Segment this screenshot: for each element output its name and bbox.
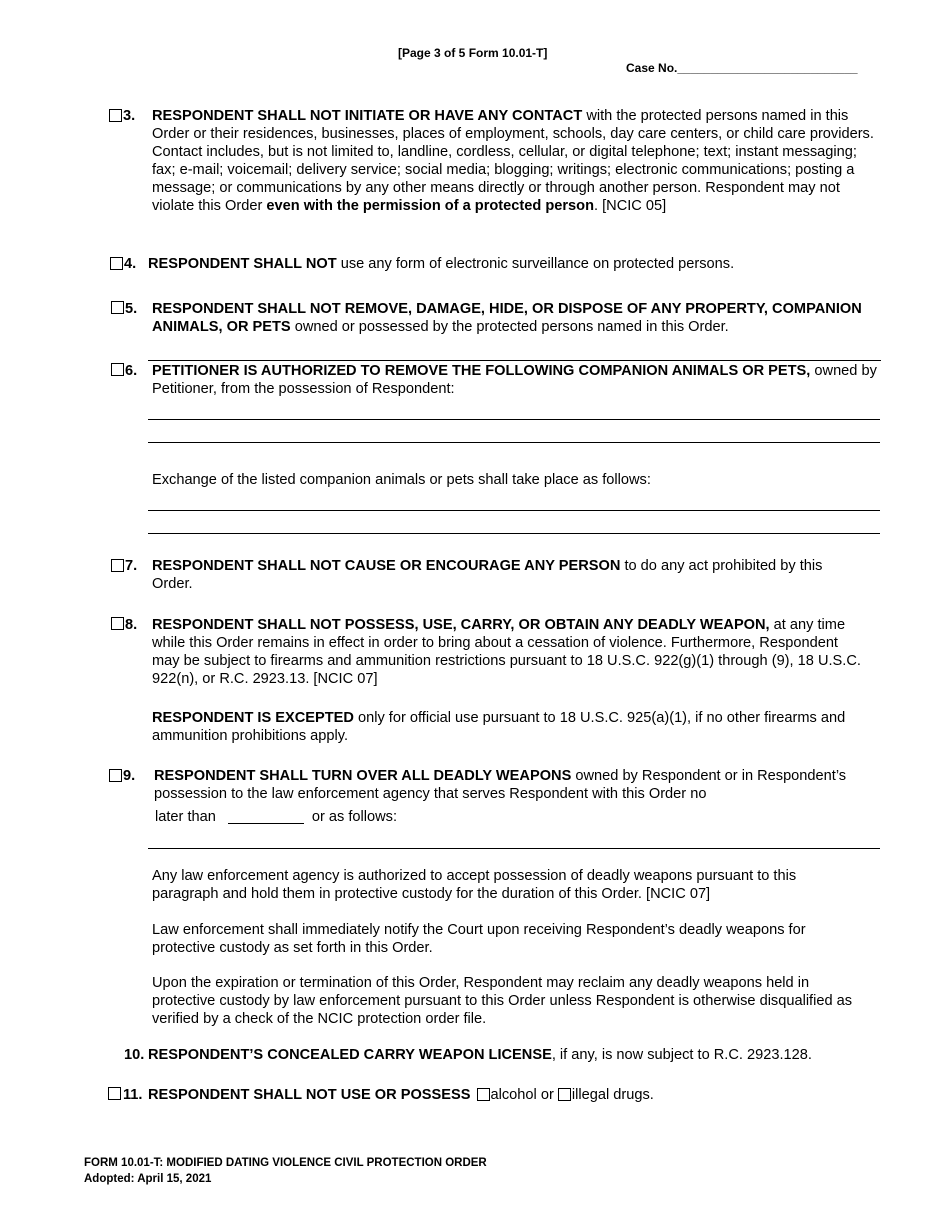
item-8-checkbox[interactable] [111, 617, 124, 630]
item-4-text: RESPONDENT SHALL NOT use any form of electronic surveillance on protected persons. [148, 256, 735, 272]
item-5-text: RESPONDENT SHALL NOT REMOVE, DAMAGE, HIDE, OR DISPOSE OF ANY PROPERTY, COMPANION ANIMALS, OR PETS owned or possessed by the protected persons named in this Order. [152, 301, 862, 335]
pets-list-line-2[interactable] [148, 442, 880, 443]
item-8-number: 8. [125, 617, 138, 633]
item-11-number: 11. [123, 1087, 143, 1103]
item-9-text: RESPONDENT SHALL TURN OVER ALL DEADLY WEAPONS owned by Respondent or in Respondent’s possession to the law enforcement agency that serves Respondent with this Order no [154, 768, 847, 802]
case-number-label: Case No. [626, 61, 678, 75]
item-9-number: 9. [123, 768, 136, 784]
item-3-checkbox[interactable] [109, 109, 122, 122]
alcohol-checkbox[interactable] [477, 1088, 490, 1101]
item-6-checkbox[interactable] [111, 363, 124, 376]
or-as-follows-label: or as follows: [311, 809, 398, 825]
item-4-number: 4. [124, 256, 137, 272]
case-number-field[interactable] [626, 59, 858, 77]
exchange-text: Exchange of the listed companion animals or pets shall take place as follows: [152, 472, 651, 488]
item-10-text: RESPONDENT’S CONCEALED CARRY WEAPON LICENSE, if any, is now subject to R.C. 2923.128. [148, 1047, 812, 1063]
item-11-text: RESPONDENT SHALL NOT USE OR POSSESS alcohol or illegal drugs. [148, 1087, 654, 1103]
item-8-text: RESPONDENT SHALL NOT POSSESS, USE, CARRY, OR OBTAIN ANY DEADLY WEAPON, at any time while this Order remains in effect in order to bring about a cessation of violence. Furthermore, Respondent may be subject to firearms and ammunition restrictions pursuant to 18 U.S.C. 922(g)(1) through (9), 18 U.S.C. 922(n), or R.C. 2923.13. [NCIC 07] [152, 617, 861, 687]
later-than-date-blank[interactable] [228, 809, 304, 824]
item-9-para-2: Law enforcement shall immediately notify the Court upon receiving Respondent’s deadly weapons for protective custody as set forth in this Order. [152, 922, 806, 956]
item-8-exception: RESPONDENT IS EXCEPTED only for official use pursuant to 18 U.S.C. 925(a)(1), if no other firearms and ammunition prohibitions apply. [152, 710, 846, 744]
turnover-instructions-line[interactable] [148, 848, 880, 849]
footer [84, 1155, 487, 1187]
illegal-drugs-label: illegal drugs. [571, 1087, 654, 1103]
exchange-line-2[interactable] [148, 533, 880, 534]
item-7-checkbox[interactable] [111, 559, 124, 572]
item-9-para-1: Any law enforcement agency is authorized to accept possession of deadly weapons pursuant to this paragraph and hold them in protective custody for the duration of this Order. [NCIC 07] [152, 868, 797, 902]
item-6-top-line [148, 360, 881, 361]
item-6-text: PETITIONER IS AUTHORIZED TO REMOVE THE FOLLOWING COMPANION ANIMALS OR PETS, owned by Petitioner, from the possession of Respondent: [152, 363, 877, 397]
item-5-checkbox[interactable] [111, 301, 124, 314]
item-9-deadline [155, 808, 397, 826]
alcohol-label: alcohol or [490, 1087, 554, 1103]
later-than-label: later than [155, 809, 216, 825]
footer-adopted-date: Adopted: April 15, 2021 [84, 1173, 212, 1185]
pets-list-line-1[interactable] [148, 419, 880, 420]
item-7-text: RESPONDENT SHALL NOT CAUSE OR ENCOURAGE ANY PERSON to do any act prohibited by this Order. [152, 558, 823, 592]
item-3-number: 3. [123, 108, 136, 124]
case-number-blank: ___________________________ [677, 61, 858, 75]
page-label: [Page 3 of 5 Form 10.01-T] [398, 46, 548, 60]
item-7-number: 7. [125, 558, 138, 574]
item-4-checkbox[interactable] [110, 257, 123, 270]
item-9-checkbox[interactable] [109, 769, 122, 782]
item-5-number: 5. [125, 301, 138, 317]
item-10-number: 10. [124, 1047, 145, 1063]
item-9-para-3: Upon the expiration or termination of this Order, Respondent may reclaim any deadly weapons held in protective custody by law enforcement pursuant to this Order unless Respondent is otherwise disqualified as verified by a check of the NCIC protection order file. [152, 975, 853, 1027]
item-11-checkbox[interactable] [108, 1087, 121, 1100]
item-6-number: 6. [125, 363, 138, 379]
footer-form-title: FORM 10.01-T: MODIFIED DATING VIOLENCE CIVIL PROTECTION ORDER [84, 1157, 487, 1169]
illegal-drugs-checkbox[interactable] [558, 1088, 571, 1101]
exchange-line-1[interactable] [148, 510, 880, 511]
item-3-text: RESPONDENT SHALL NOT INITIATE OR HAVE ANY CONTACT with the protected persons named in this Order or their residences, businesses, places of employment, schools, day care centers, or child care providers. Contact includes, but is not limited to, landline, cordless, cellular, or digital telephone; text; instant messaging; fax; e-mail; voicemail; delivery service; social media; blogging; writings; electronic communications; posting a message; or communications by any other means directly or through another person. Respondent may not violate this Order even with the permission of a protected person. [NCIC 05] [152, 108, 874, 214]
